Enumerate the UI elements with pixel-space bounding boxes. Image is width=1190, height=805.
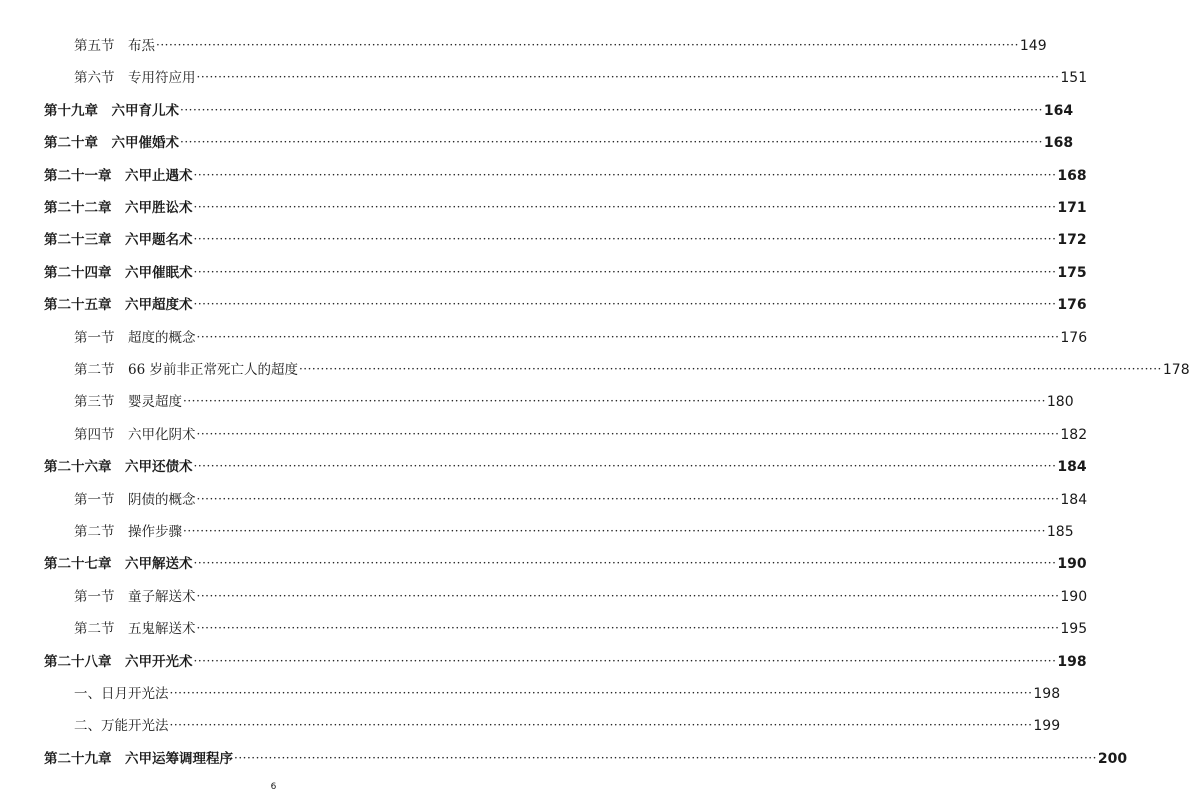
toc-chapter-entry [0,453,1087,476]
dot-leader: ········································································································································································································ [196,329,1060,344]
toc-entry-title: 第二十七章 六甲解送术 [44,556,193,573]
dot-leader: ········································································································································································································ [196,588,1060,603]
toc-page-number: 149 [1019,38,1047,54]
toc-page-number: 195 [1060,621,1088,638]
toc-section-entry [0,680,1061,702]
toc-section-entry [0,388,1074,411]
dot-leader: ········································································································································································································ [193,297,1057,312]
toc-section-entry [0,32,1047,54]
toc-entry-title: 第二节 操作步骤 [74,524,182,540]
toc-page-number: 175 [1057,264,1087,281]
toc-section-entry [0,486,1088,508]
dot-leader: ········································································································································································································ [196,491,1060,506]
toc-entry-title: 第二十九章 六甲运筹调理程序 [44,750,233,767]
toc-entry-title: 一、日月开光法 [74,686,169,702]
toc-chapter-entry [0,291,1087,314]
dot-leader: ········································································································································································································ [234,750,1097,765]
dot-leader: ········································································································································································································ [193,653,1057,668]
dot-leader: ········································································································································································································ [298,362,1162,376]
toc-page-number: 198 [1057,653,1087,670]
toc-chapter-entry [0,129,1074,152]
toc-section-entry [0,518,1074,540]
toc-entry-title: 第一节 阴债的概念 [74,491,196,508]
dot-leader: ········································································································································································································ [169,686,1033,700]
toc-page-number: 164 [1043,102,1074,119]
toc-entry-title: 第六节 专用符应用 [74,70,196,87]
toc-page-number: 168 [1043,135,1074,152]
toc-page-number: 185 [1046,524,1074,540]
toc-section-entry [0,712,1061,735]
dot-leader: ········································································································································································································ [196,426,1060,441]
toc-section-entry [0,421,1088,443]
toc-page-number: 151 [1060,70,1088,87]
toc-page-number: 199 [1033,718,1061,735]
toc-entry-title: 第五节 布炁 [74,38,155,54]
toc-entry-title: 第二十八章 六甲开光术 [44,653,193,670]
toc-page-number: 168 [1057,167,1087,184]
toc-page-number: 190 [1057,556,1087,573]
toc-entry-title: 第二十六章 六甲还债术 [44,459,193,476]
toc-page-number: 176 [1057,297,1087,314]
toc-page-number: 182 [1060,426,1088,443]
toc-entry-title: 二、万能开光法 [74,718,169,735]
toc-entry-title: 第二节 五鬼解送术 [74,621,196,638]
toc-section-entry [0,64,1088,87]
toc-chapter-entry [0,550,1087,573]
dot-leader: ········································································································································································································ [156,38,1019,52]
toc-chapter-entry [0,648,1087,670]
dot-leader: ········································································································································································································ [196,621,1060,636]
dot-leader: ········································································································································································································ [193,232,1057,247]
toc-entry-title: 第二十二章 六甲胜讼术 [44,200,193,216]
toc-page-number: 200 [1097,750,1128,767]
toc-chapter-entry [0,226,1087,249]
toc-chapter-entry [0,194,1087,216]
toc-page-number: 184 [1060,491,1088,508]
toc-page-number: 171 [1057,200,1087,216]
dot-leader: ········································································································································································································ [193,200,1057,214]
dot-leader: ········································································································································································································ [193,459,1057,474]
toc-page-number: 198 [1033,686,1061,702]
toc-entry-title: 第二十五章 六甲超度术 [44,297,193,314]
toc-chapter-entry [0,259,1087,281]
dot-leader: ········································································································································································································ [193,264,1057,279]
toc-chapter-entry [0,745,1128,767]
dot-leader: ········································································································································································································ [183,394,1046,409]
toc-chapter-entry [0,162,1087,184]
toc-entry-title: 第四节 六甲化阴术 [74,426,196,443]
dot-leader: ········································································································································································································ [193,167,1057,182]
toc-section-entry [0,615,1088,638]
toc-section-entry [0,356,1190,378]
toc-page-number: 180 [1046,394,1074,411]
toc-page-number: 178 [1162,362,1190,378]
toc-entry-title: 第三节 婴灵超度 [74,394,182,411]
toc-entry-title: 第二十四章 六甲催眠术 [44,264,193,281]
toc-page-number: 184 [1057,459,1087,476]
page-number-footer: 6 [270,782,277,792]
toc-entry-title: 第二十一章 六甲止遇术 [44,167,193,184]
dot-leader: ········································································································································································································ [180,135,1043,150]
toc-entry-title: 第二十章 六甲催婚术 [44,135,179,152]
toc-page-number: 190 [1060,588,1088,605]
toc-entry-title: 第二节 66 岁前非正常死亡人的超度 [74,362,298,378]
dot-leader: ········································································································································································································ [183,524,1046,538]
toc-entry-title: 第一节 超度的概念 [74,329,196,346]
toc-entry-title: 第十九章 六甲育儿术 [44,102,179,119]
toc-page-number: 172 [1057,232,1087,249]
dot-leader: ········································································································································································································ [196,70,1060,85]
toc-chapter-entry [0,97,1074,119]
dot-leader: ········································································································································································································ [169,718,1033,733]
toc-section-entry [0,583,1088,605]
dot-leader: ········································································································································································································ [193,556,1057,571]
toc-page-number: 176 [1060,329,1088,346]
toc-entry-title: 第一节 童子解送术 [74,588,196,605]
toc-section-entry [0,324,1088,346]
toc-entry-title: 第二十三章 六甲题名术 [44,232,193,249]
dot-leader: ········································································································································································································ [180,102,1043,117]
